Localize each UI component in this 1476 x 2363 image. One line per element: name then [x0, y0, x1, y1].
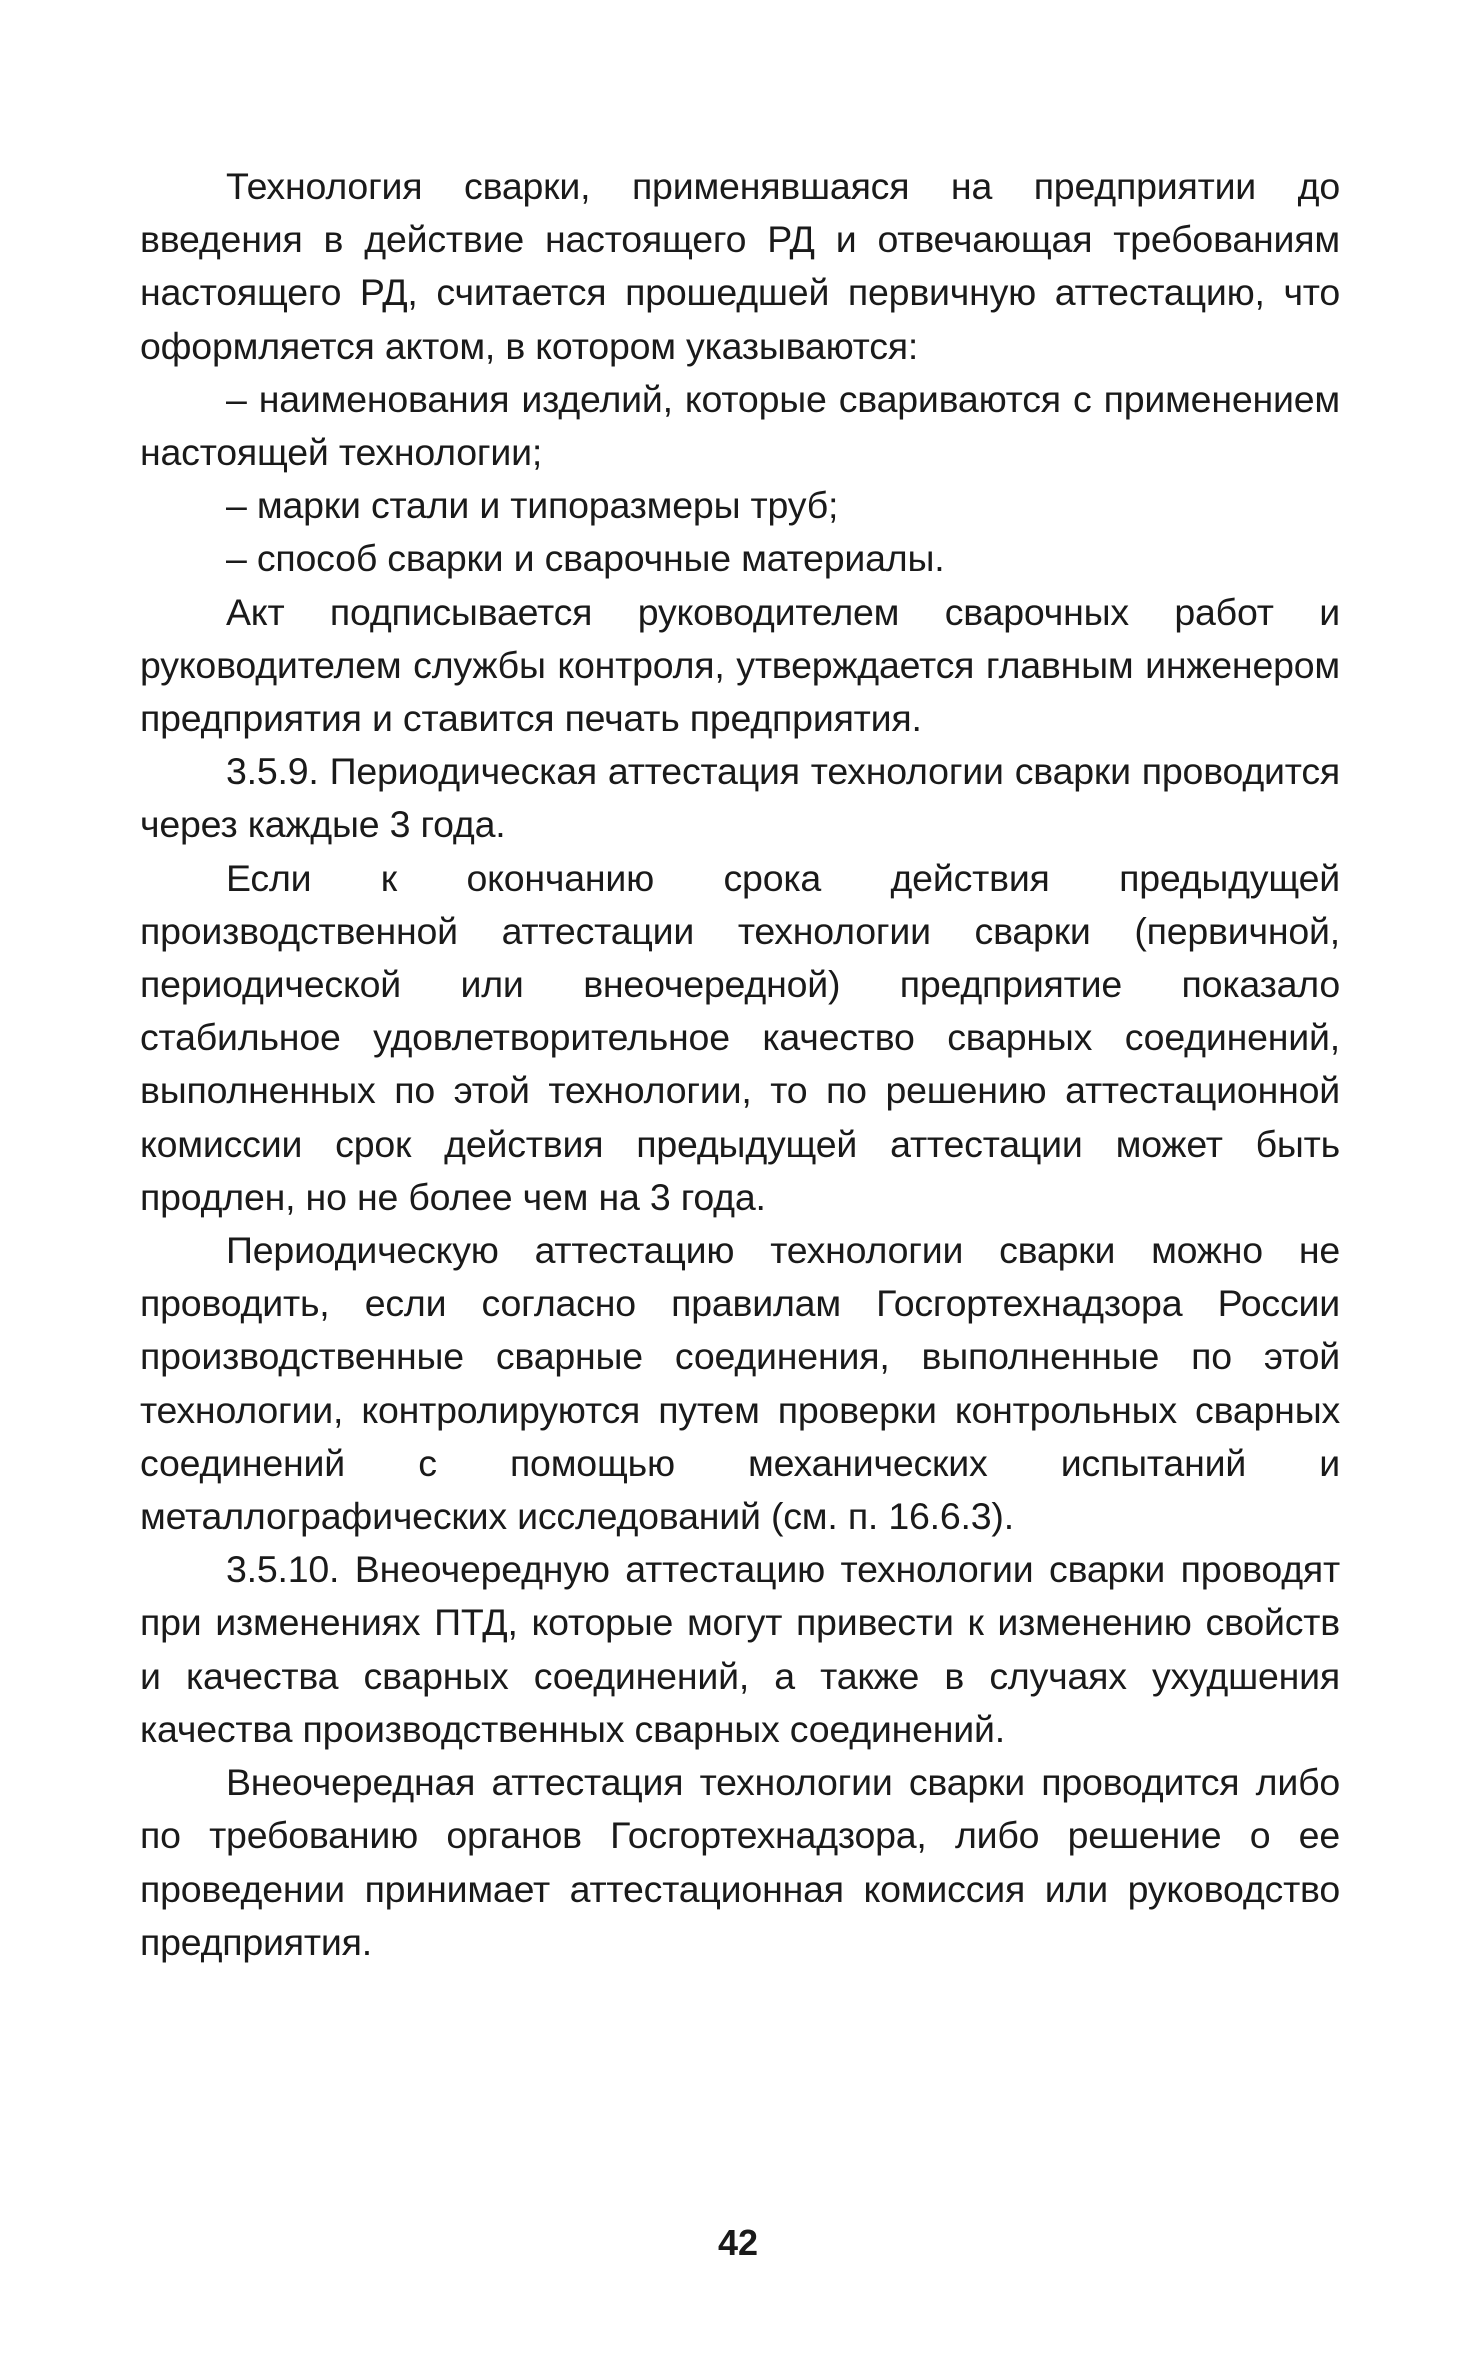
document-body [140, 160, 1340, 1969]
list-item-steel-grades: – марки стали и типоразмеры труб; [226, 484, 839, 527]
list-item-products: – наименования изделий, которые свариваются с применением настоящей технологии; [140, 377, 1340, 474]
page-number: 42 [717, 2222, 759, 2263]
list-item-welding-method: – способ сварки и сварочные материалы. [226, 537, 945, 580]
paragraph-intro: Технология сварки, применявшаяся на предприятии до введения в действие настоящего РД и отвечающая требованиям настоящего РД, считается прошедшей первичную аттестацию, что оформляется актом, в котором указываются: [140, 165, 1340, 367]
paragraph-3-5-9: 3.5.9. Периодическая аттестация технологии сварки проводится через каждые 3 года. [140, 750, 1340, 846]
paragraph-act-signing: Акт подписывается руководителем сварочных работ и руководителем службы контроля, утверждается главным инженером предприятия и ставится печать предприятия. [140, 590, 1340, 740]
paragraph-extension: Если к окончанию срока действия предыдущей производственной аттестации технологии сварки (первичной, периодической или внеочередной) предприятие показало стабильное удовлетворительное качество сварных соединений, выполненных по этой технологии, то по решению аттестационной комиссии срок действия предыдущей аттестации может быть продлен, но не более чем на 3 года. [140, 856, 1340, 1218]
paragraph-periodic-exemption: Периодическую аттестацию технологии сварки можно не проводить, если согласно правилам Госгортехнадзора России производственные сварные соединения, выполненные по этой технологии, контролируются путем проверки контрольных сварных соединений с помощью механических испытаний и металлографических исследований (см. п. 16.6.3). [140, 1229, 1340, 1538]
paragraph-3-5-10: 3.5.10. Внеочередную аттестацию технологии сварки проводят при изменениях ПТД, которые могут привести к изменению свойств и качества сварных соединений, а также в случаях ухудшения качества производственных сварных соединений. [140, 1548, 1340, 1750]
paragraph-extraordinary: Внеочередная аттестация технологии сварки проводится либо по требованию органов Госгортехнадзора, либо решение о ее проведении принимает аттестационная комиссия или руководство предприятия. [140, 1761, 1340, 1963]
